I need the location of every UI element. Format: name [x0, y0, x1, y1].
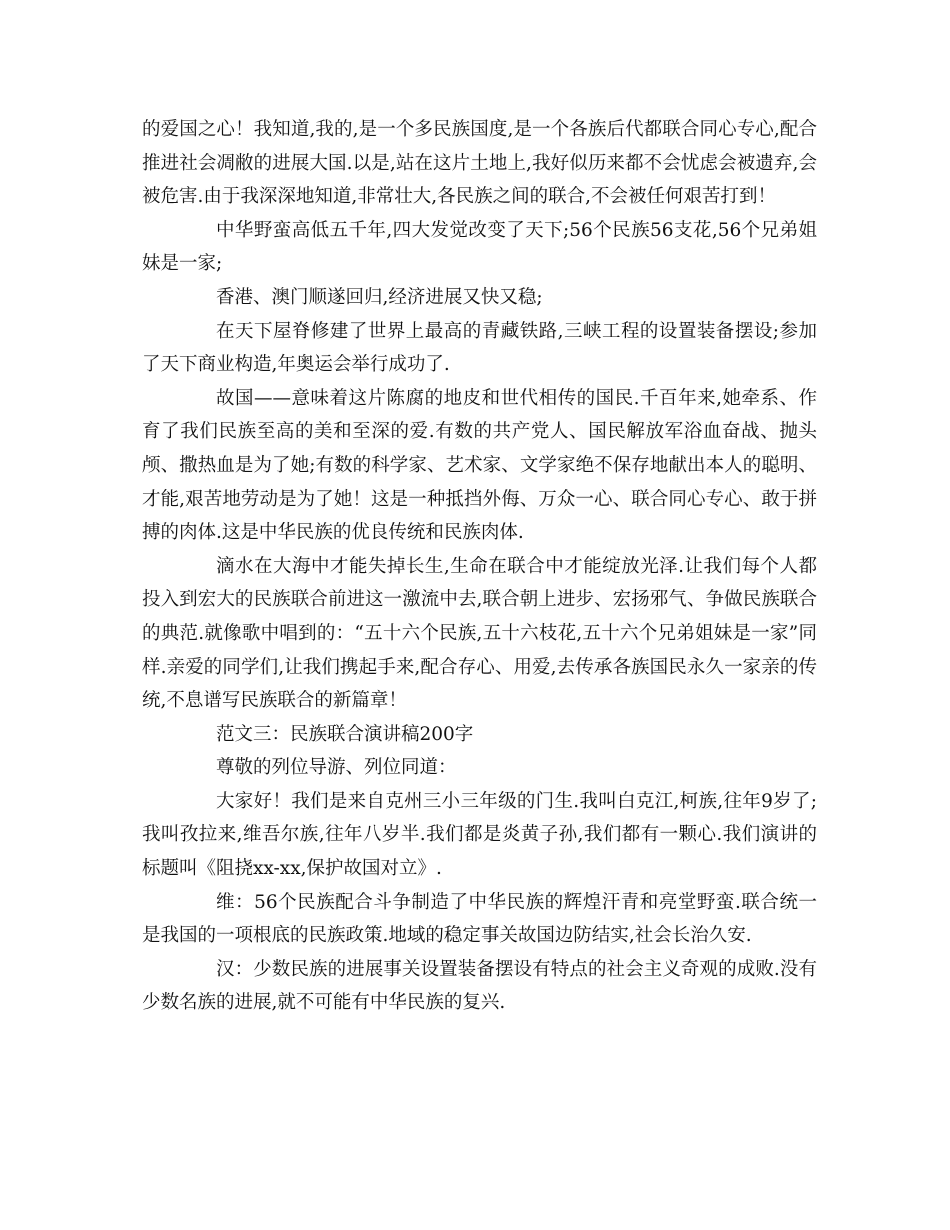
body-paragraph-4: 在天下屋脊修建了世界上最高的青藏铁路,三峡工程的设置装备摆设;参加了天下商业构造,年奥运会举行成功了. — [142, 320, 817, 376]
body-paragraph-6: 滴水在大海中才能失掉长生,生命在联合中才能绽放光泽.让我们每个人都投入到宏大的民族联合前进这一激流中去,联合朝上进步、宏扬邪气、争做民族联合的典范.就像歌中唱到的：“五十六个民族,五十六枝花,五十六个兄弟姐妹是一家”同样.亲爱的同学们,让我们携起手来,配合存心、用爱,去传承各族国民永久一家亲的传统,不息谱写民族联合的新篇章！ — [142, 555, 817, 712]
body-paragraph-11: 汉：少数民族的进展事关设置装备摆设有特点的社会主义奇观的成败.没有少数名族的进展,就不可能有中华民族的复兴. — [142, 958, 817, 1014]
body-paragraph-5: 故国——意味着这片陈腐的地皮和世代相传的国民.千百年来,她牵系、作育了我们民族至高的美和至深的爱.有数的共产党人、国民解放军浴血奋战、抛头颅、撒热血是为了她;有数的科学家、艺术家、文学家绝不保存地献出本人的聪明、才能,艰苦地劳动是为了她！这是一种抵挡外侮、万众一心、联合同心专心、敢于拼搏的肉体.这是中华民族的优良传统和民族肉体. — [142, 387, 817, 544]
body-paragraph-9: 大家好！我们是来自克州三小三年级的门生.我叫白克江,柯族,往年9岁了;我叫孜拉来,维吾尔族,往年八岁半.我们都是炎黄子孙,我们都有一颗心.我们演讲的标题叫《阻挠xx-xx,保护故国对立》. — [142, 790, 817, 880]
body-paragraph-3: 香港、澳门顺遂回归,经济进展又快又稳; — [216, 286, 543, 308]
salutation: 尊敬的列位导游、列位同道： — [216, 757, 457, 779]
body-paragraph-10: 维：56个民族配合斗争制造了中华民族的辉煌汗青和亮堂野蛮.联合统一是我国的一项根底的民族政策.地域的稳定事关故国边防结实,社会长治久安. — [142, 891, 817, 947]
body-paragraph-2: 中华野蛮高低五千年,四大发觉改变了天下;56个民族56支花,56个兄弟姐妹是一家; — [142, 219, 817, 275]
document-page — [142, 113, 817, 1020]
body-paragraph-1: 的爱国之心！我知道,我的,是一个多民族国度,是一个各族后代都联合同心专心,配合推进社会凋敝的进展大国.以是,站在这片土地上,我好似历来都不会忧虑会被遗弃,会被危害.由于我深深地知道,非常壮大,各民族之间的联合,不会被任何艰苦打到！ — [142, 119, 817, 208]
section-heading: 范文三：民族联合演讲稿200字 — [216, 723, 474, 745]
